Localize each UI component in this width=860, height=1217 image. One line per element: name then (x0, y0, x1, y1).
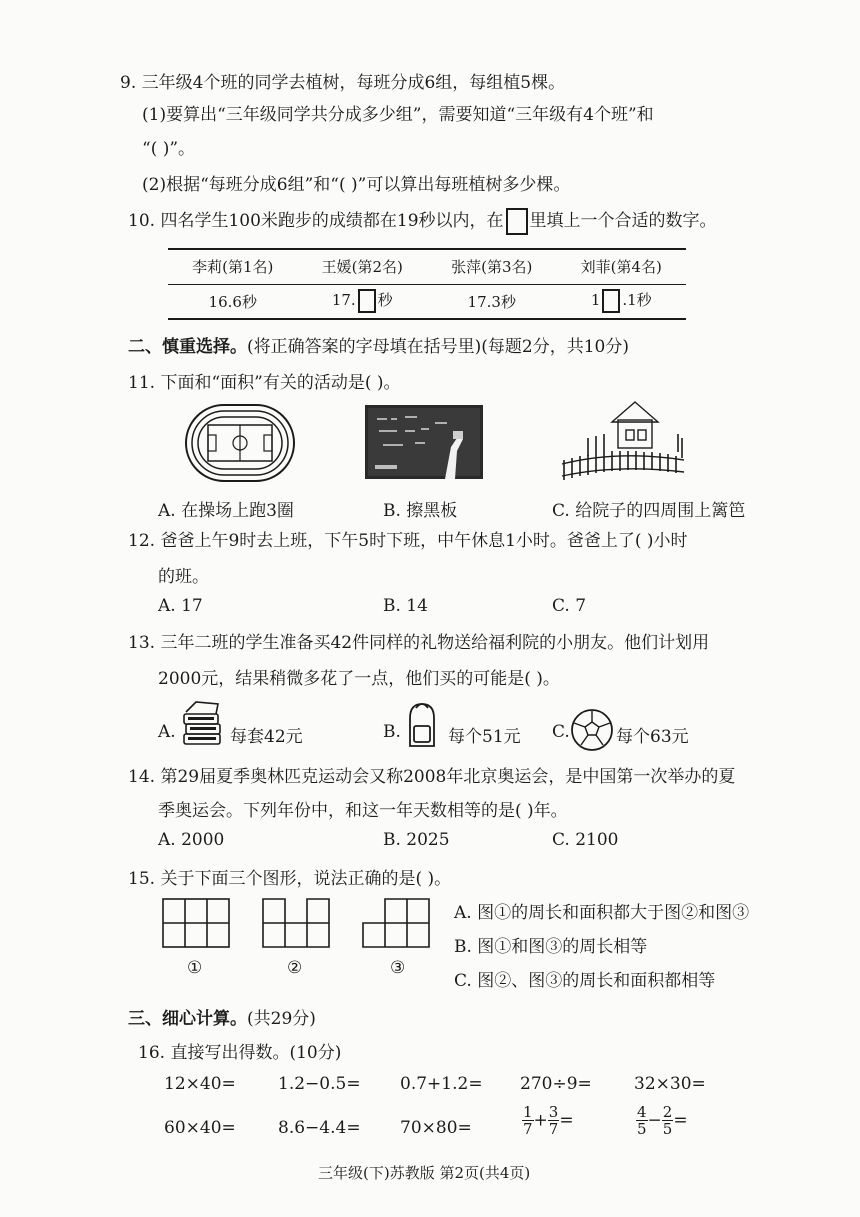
figure-2 (262, 898, 330, 948)
q11-stem: 11. 下面和“面积”有关的活动是( )。 (128, 373, 401, 393)
q13-option-b-letter[interactable]: B. (383, 722, 401, 742)
calc-item: 270÷9= (520, 1074, 592, 1094)
q15-option-b[interactable]: B. 图①和图③的周长相等 (454, 937, 648, 957)
q9-stem: 9. 三年级4个班的同学去植树，每班分成6组，每组植5棵。 (120, 73, 566, 93)
table-header: 王媛(第2名) (321, 258, 403, 277)
q13-line1: 13. 三年二班的学生准备买42件同样的礼物送给福利院的小朋友。他们计划用 (128, 633, 710, 653)
q15-option-a[interactable]: A. 图①的周长和面积都大于图②和图③ (454, 903, 750, 923)
q14-line1: 14. 第29届夏季奥林匹克运动会又称2008年北京奥运会，是中国第一次举办的夏 (128, 767, 736, 787)
fraction: $\frac{3}{7}$ (548, 1103, 559, 1138)
fraction: $\frac{2}{5}$ (662, 1103, 673, 1138)
calc-item: 32×30= (634, 1074, 706, 1094)
fraction-calc-2: $\frac{4}{5}$ − $\frac{2}{5}$ = (637, 1103, 688, 1138)
answer-box (506, 208, 528, 235)
q9-part1-line1: (1)要算出“三年级同学共分成多少组”，需要知道“三年级有4个班”和 (142, 105, 654, 125)
answer-box[interactable] (602, 289, 620, 313)
q16-stem: 16. 直接写出得数。(10分) (138, 1043, 342, 1063)
calc-item: 60×40= (164, 1118, 236, 1138)
q15-stem: 15. 关于下面三个图形，说法正确的是( )。 (128, 869, 452, 889)
q10-stem-a: 10. 四名学生100米跑步的成绩都在19秒以内，在 (128, 211, 504, 231)
table-header: 张萍(第3名) (451, 258, 533, 277)
q13-option-c-text[interactable]: 每个63元 (616, 727, 689, 747)
q13-line2: 2000元，结果稍微多花了一点，他们买的可能是( )。 (158, 669, 560, 689)
q10-stem-b: 里填上一个合适的数字。 (529, 211, 717, 231)
fraction-calc-1: $\frac{1}{7}$ + $\frac{3}{7}$ = (523, 1103, 574, 1138)
q12-option-c[interactable]: C. 7 (552, 596, 587, 616)
q9-part1-line2: “( )”。 (142, 139, 196, 159)
blackboard-image (365, 405, 483, 479)
figure-3-label: ③ (390, 958, 406, 978)
fraction: $\frac{1}{7}$ (523, 1103, 533, 1138)
calc-item: 12×40= (164, 1074, 236, 1094)
q10-stem (128, 206, 717, 235)
fraction: $\frac{4}{5}$ (637, 1103, 647, 1138)
calc-item: 70×80= (400, 1118, 472, 1138)
books-icon (180, 700, 224, 750)
q14-option-a[interactable]: A. 2000 (158, 830, 225, 850)
score-liufei: 1 .1秒 (557, 284, 687, 318)
q9-part2: (2)根据“每班分成6组”和“( )”可以算出每班植树多少棵。 (142, 175, 571, 195)
calc-item: 1.2−0.5= (278, 1074, 361, 1094)
score-lili: 16.6秒 (208, 292, 257, 311)
q14-line2: 季奥运会。下列年份中，和这一年天数相等的是( )年。 (158, 801, 568, 821)
figure-1-label: ① (187, 958, 203, 978)
backpack-icon (402, 700, 442, 750)
score-zhangping: 17.3秒 (467, 292, 516, 311)
section-2-heading: 二、慎重选择。(将正确答案的字母填在括号里)(每题2分，共10分) (128, 337, 629, 357)
q14-option-b[interactable]: B. 2025 (383, 830, 450, 850)
yard-fence-image (558, 398, 690, 484)
calc-item: 8.6−4.4= (278, 1118, 361, 1138)
q13-option-a-text[interactable]: 每套42元 (230, 727, 303, 747)
table-header: 李莉(第1名) (192, 258, 274, 277)
q13-option-c-letter[interactable]: C. (552, 722, 570, 742)
score-wangyuan: 17. 秒 (298, 284, 428, 318)
figure-1 (162, 898, 230, 948)
q13-option-b-text[interactable]: 每个51元 (448, 727, 521, 747)
q12-option-a[interactable]: A. 17 (158, 596, 203, 616)
calc-item: 0.7+1.2= (400, 1074, 483, 1094)
soccer-ball-icon (570, 708, 614, 752)
q12-line2: 的班。 (158, 567, 209, 587)
q12-option-b[interactable]: B. 14 (383, 596, 428, 616)
q11-option-a[interactable]: A. 在操场上跑3圈 (158, 501, 294, 521)
q10-score-table (168, 248, 686, 320)
q12-line1: 12. 爸爸上午9时去上班，下午5时下班，中午休息1小时。爸爸上了( )小时 (128, 531, 688, 551)
section-3-heading: 三、细心计算。(共29分) (128, 1009, 316, 1029)
figure-2-label: ② (287, 958, 303, 978)
q15-option-c[interactable]: C. 图②、图③的周长和面积都相等 (454, 971, 716, 991)
q13-option-a-letter[interactable]: A. (158, 722, 176, 742)
q14-option-c[interactable]: C. 2100 (552, 830, 619, 850)
table-header: 刘菲(第4名) (580, 258, 662, 277)
q11-option-c[interactable]: C. 给院子的四周围上篱笆 (552, 501, 746, 521)
answer-box[interactable] (358, 289, 376, 313)
running-track-image (184, 403, 296, 483)
page-footer: 三年级(下)苏教版 第2页(共4页) (318, 1164, 531, 1182)
q11-option-b[interactable]: B. 擦黑板 (383, 501, 458, 521)
figure-3 (362, 898, 430, 948)
